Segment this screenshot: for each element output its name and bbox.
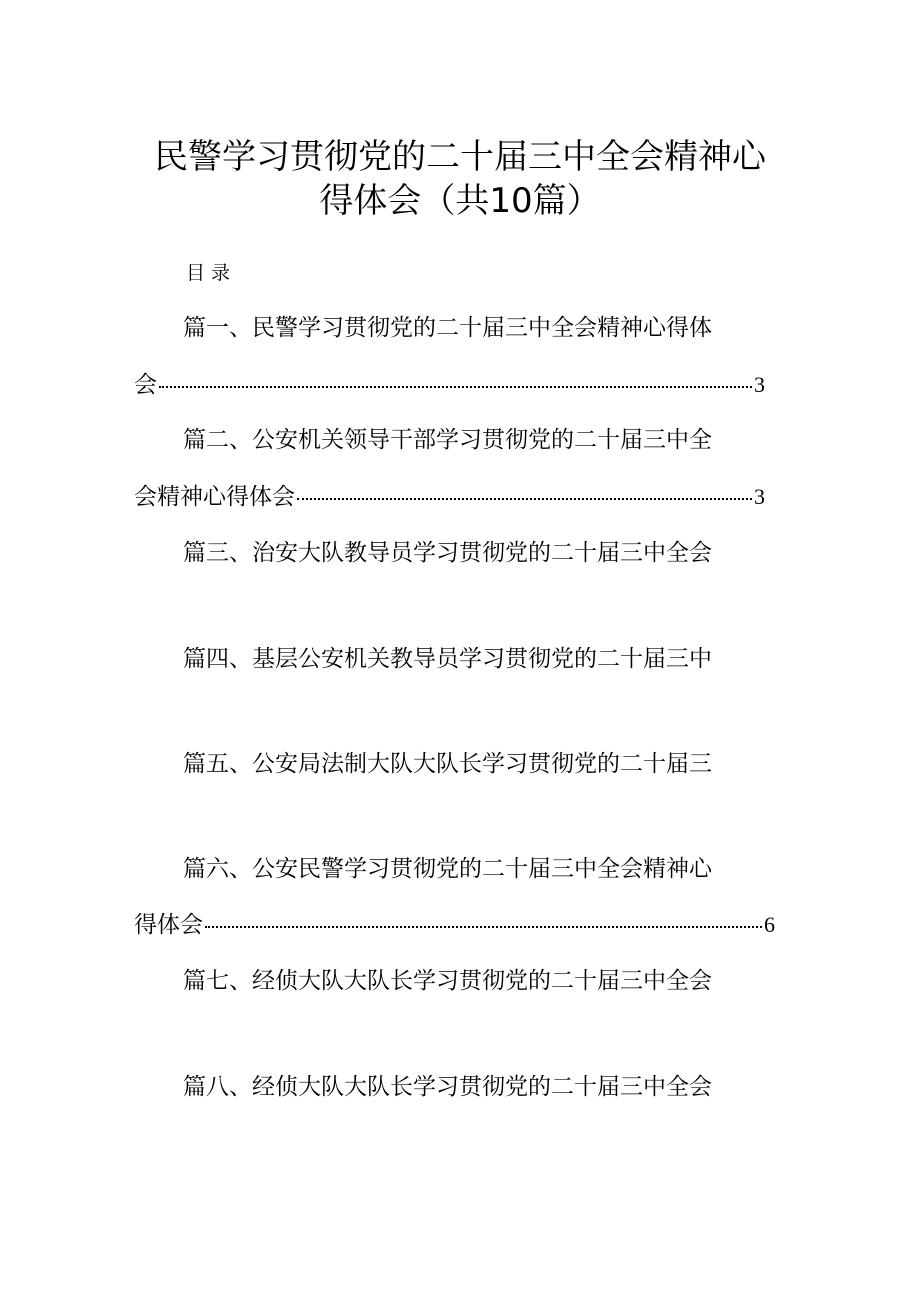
toc-entry-7[interactable]: 篇七、经侦大队大队长学习贯彻党的二十届三中全会 xyxy=(183,968,712,994)
dot-leader xyxy=(297,498,752,500)
dot-leader xyxy=(205,926,762,928)
toc-entry-2-line2: 会精神心得体会 xyxy=(134,484,295,510)
toc-entry-5[interactable]: 篇五、公安局法制大队大队长学习贯彻党的二十届三 xyxy=(183,751,712,777)
document-title-line-2: 得体会（共10篇） xyxy=(319,181,601,221)
toc-entry-2[interactable]: 篇二、公安机关领导干部学习贯彻党的二十届三中全 xyxy=(183,427,712,453)
toc-entry-3[interactable]: 篇三、治安大队教导员学习贯彻党的二十届三中全会 xyxy=(183,540,712,566)
toc-entry-4[interactable]: 篇四、基层公安机关教导员学习贯彻党的二十届三中 xyxy=(183,646,712,672)
toc-entry-1-page-number: 3 xyxy=(754,372,765,397)
toc-entry-6-line2: 得体会 xyxy=(134,912,203,938)
toc-entry-1-continuation[interactable] xyxy=(134,371,765,399)
dot-leader xyxy=(159,386,752,388)
toc-entry-6[interactable]: 篇六、公安民警学习贯彻党的二十届三中全会精神心 xyxy=(183,856,712,882)
toc-entry-6-page-number: 6 xyxy=(764,912,775,937)
toc-entry-1-line2: 会 xyxy=(134,372,157,398)
toc-entry-2-page-number: 3 xyxy=(754,484,765,509)
toc-entry-8[interactable]: 篇八、经侦大队大队长学习贯彻党的二十届三中全会 xyxy=(183,1074,712,1100)
document-title-line-1: 民警学习贯彻党的二十届三中全会精神心 xyxy=(154,137,766,177)
toc-heading: 目录 xyxy=(186,262,237,284)
toc-entry-6-continuation[interactable] xyxy=(134,911,775,939)
toc-entry-2-continuation[interactable] xyxy=(134,483,765,511)
toc-entry-1[interactable]: 篇一、民警学习贯彻党的二十届三中全会精神心得体 xyxy=(183,315,712,341)
